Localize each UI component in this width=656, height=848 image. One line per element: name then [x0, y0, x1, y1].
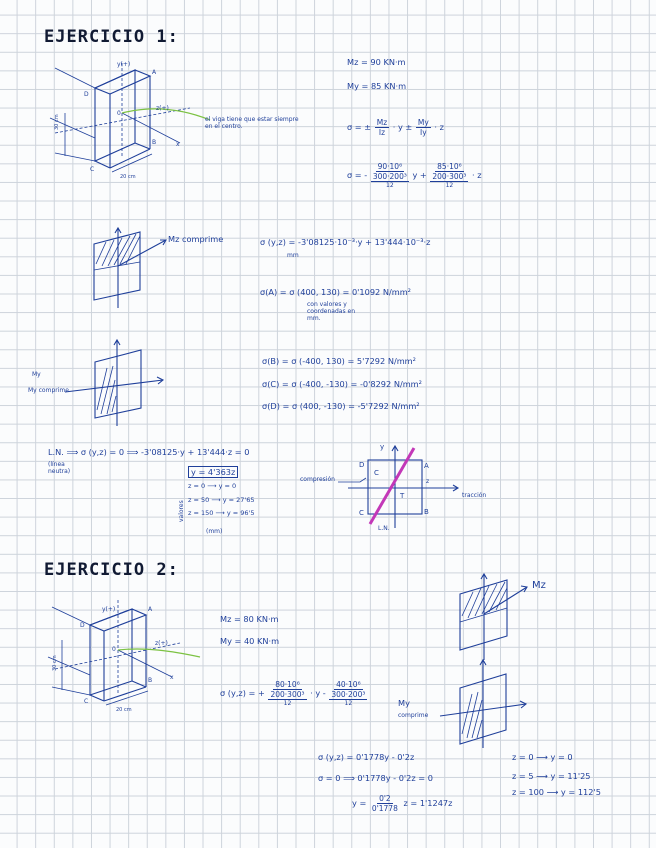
axis-z-label-2: z(+)	[155, 640, 168, 647]
ex2-label-My: My	[398, 698, 410, 708]
ln-row-3: z = 150 ⟶ y = 96'5	[188, 509, 255, 517]
diag-y: y	[380, 443, 385, 451]
sub-den2b: 12	[445, 182, 454, 189]
diag-corner-D: D	[359, 461, 365, 469]
ln-side-label: valores	[178, 500, 185, 522]
navier-end: · z	[434, 122, 444, 132]
diag-z: z	[426, 478, 430, 485]
corner-A-2: A	[148, 606, 153, 613]
sigma-yz-1: σ (y,z) = -3'08125·10⁻³·y + 13'444·10⁻³·z	[260, 237, 431, 247]
exercise-2-title: EJERCICIO 2:	[44, 560, 179, 580]
ln-row-1: z = 0 ⟶ y = 0	[188, 482, 237, 490]
ex2-den2: 300·200³	[331, 690, 366, 699]
ex2-table-row-3: z = 100 ⟶ y = 112'5	[512, 787, 601, 797]
diag-T-zone: T	[400, 492, 405, 500]
origin-1: 0	[117, 110, 121, 117]
coordinate-note: con valores y coordenadas en mm.	[307, 301, 355, 322]
ex2-My: My = 40 KN·m	[220, 636, 280, 646]
neutral-line-equation: L.N. ⟹ σ (y,z) = 0 ⟹ -3'08125·y + 13'444·z = 0	[48, 447, 250, 457]
beam-3d-sketch-2	[40, 595, 240, 725]
ex2-label-Mz: Mz	[532, 580, 546, 591]
ex2-num1: 80·10⁶	[275, 680, 300, 689]
corner-D-2: D	[80, 622, 85, 629]
ex2-result-1: σ (y,z) = 0'1778y - 0'2z	[318, 752, 415, 762]
ln-unit: (mm)	[206, 528, 223, 535]
label-my: My	[32, 371, 41, 378]
ex2-den1: 200·300³	[270, 690, 305, 699]
sub-num2: 85·10⁶	[437, 162, 462, 171]
corner-C-2: C	[84, 698, 89, 705]
origin-2: 0	[112, 646, 116, 653]
dim-height-2: 30 cm	[52, 655, 58, 671]
ex2-den1b: 12	[283, 700, 292, 707]
ex2-table-row-1: z = 0 ⟶ y = 0	[512, 752, 573, 762]
ex2-r3-num: 0'2	[379, 794, 391, 803]
sigma-D: σ(D) = σ (400, -130) = -5'7292 N/mm²	[262, 401, 420, 411]
axis-x-label-2: x	[170, 674, 174, 681]
ex2-section-mz-sketch	[455, 572, 565, 662]
stress-diagram	[338, 440, 518, 530]
exercise-1-title: EJERCICIO 1:	[44, 27, 179, 47]
sub-end: · z	[472, 170, 482, 180]
neutral-line-result: y = 4'363z	[188, 466, 238, 478]
ex2-sigma-formula	[220, 680, 368, 707]
ex2-result-3	[352, 794, 452, 813]
section-my-sketch	[65, 340, 175, 430]
corner-A-1: A	[152, 69, 157, 76]
ex1-My: My = 85 KN·m	[347, 81, 407, 91]
ex2-result-2: σ = 0 ⟹ 0'1778y - 0'2z = 0	[318, 773, 433, 783]
ex1-Mz: Mz = 90 KN·m	[347, 57, 406, 67]
diag-compression-label: compresión	[300, 476, 335, 483]
navier-Mz: Mz	[376, 118, 388, 127]
ex2-Mz: Mz = 80 KN·m	[220, 614, 279, 624]
ex2-sig-lhs: σ (y,z) = +	[220, 688, 265, 698]
axis-z-label-1: z(+)	[156, 105, 169, 112]
sigma-yz-unit: mm	[287, 252, 299, 259]
sigma-A: σ(A) = σ (400, 130) = 0'1092 N/mm²	[260, 287, 411, 297]
ex2-den2b: 12	[344, 700, 353, 707]
center-note: el viga tiene que estar siempre en el centro.	[205, 116, 299, 130]
ex2-r3-rhs: z = 1'1247z	[403, 798, 453, 808]
axis-y-label-2: y(+)	[102, 606, 116, 613]
sigma-C: σ(C) = σ (-400, -130) = -0'8292 N/mm²	[262, 379, 422, 389]
diag-traction-label: tracción	[462, 492, 487, 499]
axis-x-label-1: x	[176, 141, 180, 148]
diag-neutral-line: L.N.	[378, 525, 390, 532]
navier-Iy: Iy	[420, 128, 427, 137]
ex2-r3-lhs: y =	[352, 798, 367, 808]
sub-den1b: 12	[386, 182, 394, 189]
substituted-formula	[347, 162, 482, 189]
corner-D-1: D	[84, 91, 89, 98]
axis-y-label-1: y(+)	[117, 61, 131, 68]
ex2-section-my-sketch	[440, 660, 560, 750]
navier-mid: · y ±	[392, 122, 413, 132]
ex2-r3-den: 0'1778	[371, 804, 398, 813]
label-mz-compresses: Mz comprime	[168, 234, 224, 244]
neutral-line-note: (línea neutra)	[48, 461, 71, 475]
sub-den2: 200·300³	[432, 172, 467, 181]
sub-lhs: σ = -	[347, 170, 368, 180]
ln-row-2: z = 50 ⟶ y = 27'65	[188, 496, 255, 504]
sub-den1: 300·200³	[372, 172, 407, 181]
navier-My: My	[417, 118, 429, 127]
diag-corner-C: C	[359, 509, 364, 517]
sigma-B: σ(B) = σ (-400, 130) = 5'7292 N/mm²	[262, 356, 416, 366]
diag-corner-A: A	[424, 462, 429, 470]
ex2-num2: 40·10⁶	[336, 680, 361, 689]
dim-height-1: 30 cm	[54, 114, 60, 130]
ex2-label-compresses: comprime	[398, 712, 429, 719]
ex2-mid: · y -	[310, 688, 326, 698]
navier-lhs: σ = ±	[347, 122, 372, 132]
corner-B-2: B	[148, 677, 153, 684]
navier-Iz: Iz	[378, 128, 386, 137]
sub-num1: 90·10⁶	[377, 162, 403, 171]
diag-C-zone: C	[374, 469, 379, 477]
dim-width-1: 20 cm	[120, 174, 136, 180]
ex2-table-row-2: z = 5 ⟶ y = 11'25	[512, 771, 591, 781]
corner-B-1: B	[152, 139, 157, 146]
navier-formula	[347, 118, 444, 137]
corner-C-1: C	[90, 166, 95, 173]
label-my-compresses: My comprime	[28, 387, 69, 394]
dim-width-2: 20 cm	[116, 707, 132, 713]
diag-corner-B: B	[424, 508, 429, 516]
sub-mid: y +	[412, 170, 427, 180]
